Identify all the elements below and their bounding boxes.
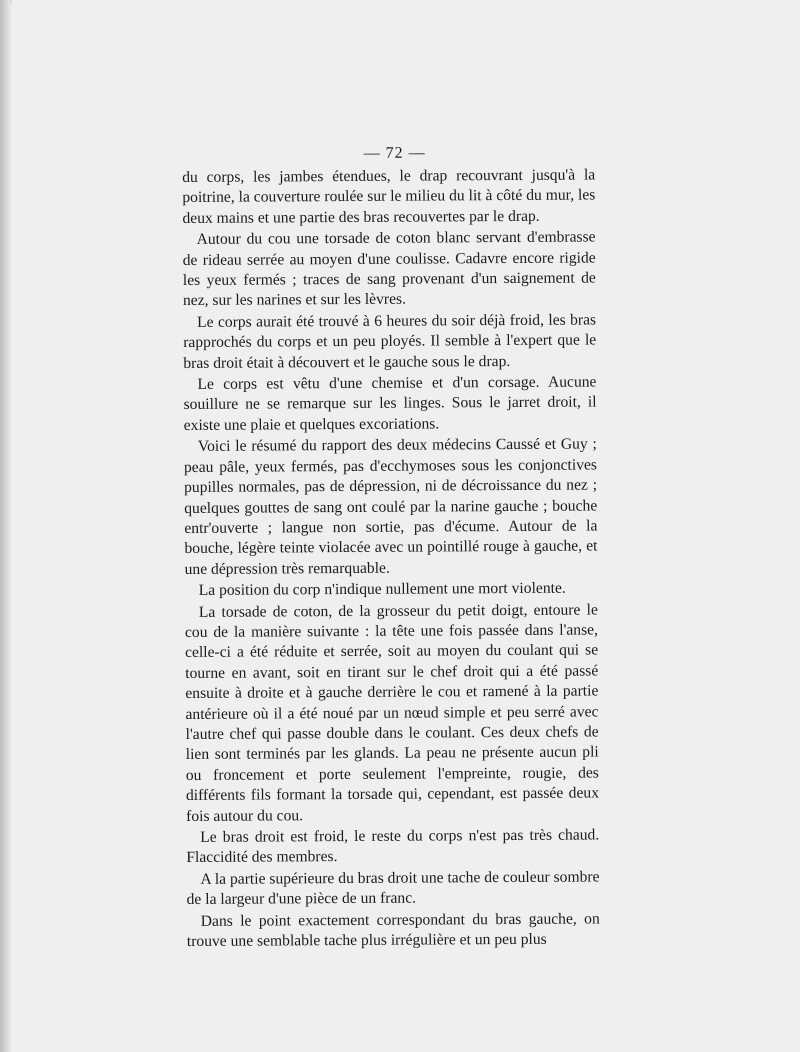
paragraph-9: A la partie supérieure du bras droit une tache de couleur sombre de la largeur d'une pièce de un franc. (186, 868, 600, 909)
paragraph-2: Autour du cou une torsade de coton blanc servant d'embrasse de rideau serrée au moyen d'une coulisse. Cadavre encore rigide les yeux fermés ; traces de sang provenant d'un saignement de nez, sur les narines et sur les lèvres. (182, 228, 596, 310)
paragraph-6: La position du corp n'indique nullement une mort violente. (198, 579, 566, 600)
paragraph-7: La torsade de coton, de la grosseur du petit doigt, entoure le cou de la manière suivante : la tête une fois passée dans l'anse, celle-ci a été réduite et serrée, soit au moyen du coulant qui se tourne en avant, soit en tirant sur le chef droit qui a été passé ensuite à droite et à gauche derrière le cou et ramené à la partie antérieure où il a été noué par un nœud simple et peu serré avec l'autre chef qui passe double dans le coulant. Ces deux chefs de lien sont terminés par les glands. La peau ne présente aucun pli ou froncement et porte seulement l'empreinte, rougie, des différents fils formant la torsade qui, cependant, est passée deux fois autour du cou. (184, 600, 600, 825)
page-text-block (182, 142, 600, 952)
paragraph-5: Voici le résumé du rapport des deux médecins Caussé et Guy ; peau pâle, yeux fermés, pas d'ecchymoses sous les conjonctives pupilles normales, pas de dépression, ni de décroissance du nez ; quelques gouttes de sang ont coulé par la narine gauche ; bouche entr'ouverte ; langue non sortie, pas d'écume. Autour de la bouche, légère teinte violacée avec un pointillé rouge à gauche, et une dépression très remarquable. (183, 435, 598, 578)
paragraph-10: Dans le point exactement correspondant du bras gauche, on trouve une semblable tache plus irrégulière et un peu plus (186, 910, 600, 951)
paragraph-3: Le corps aurait été trouvé à 6 heures du soir déjà froid, les bras rapprochés du corps et un peu ployés. Il semble à l'expert que le bras droit était à découvert et le gauche sous le drap. (183, 311, 597, 372)
paragraph-1: du corps, les jambes étendues, le drap recouvrant jusqu'à la poitrine, la couverture roulée sur le milieu du lit à côté du mur, les deux mains et une partie des bras recouvertes par le drap. (182, 166, 596, 227)
scan-edge-left (0, 0, 10, 1052)
page-number: — 72 — (363, 144, 426, 162)
paragraph-8: Le bras droit est froid, le reste du corps n'est pas très chaud. Flaccidité des membres. (186, 826, 600, 867)
paragraph-4: Le corps est vêtu d'une chemise et d'un corsage. Aucune souillure ne se remarque sur les linges. Sous le jarret droit, il existe une plaie et quelques excoriations. (183, 373, 597, 434)
